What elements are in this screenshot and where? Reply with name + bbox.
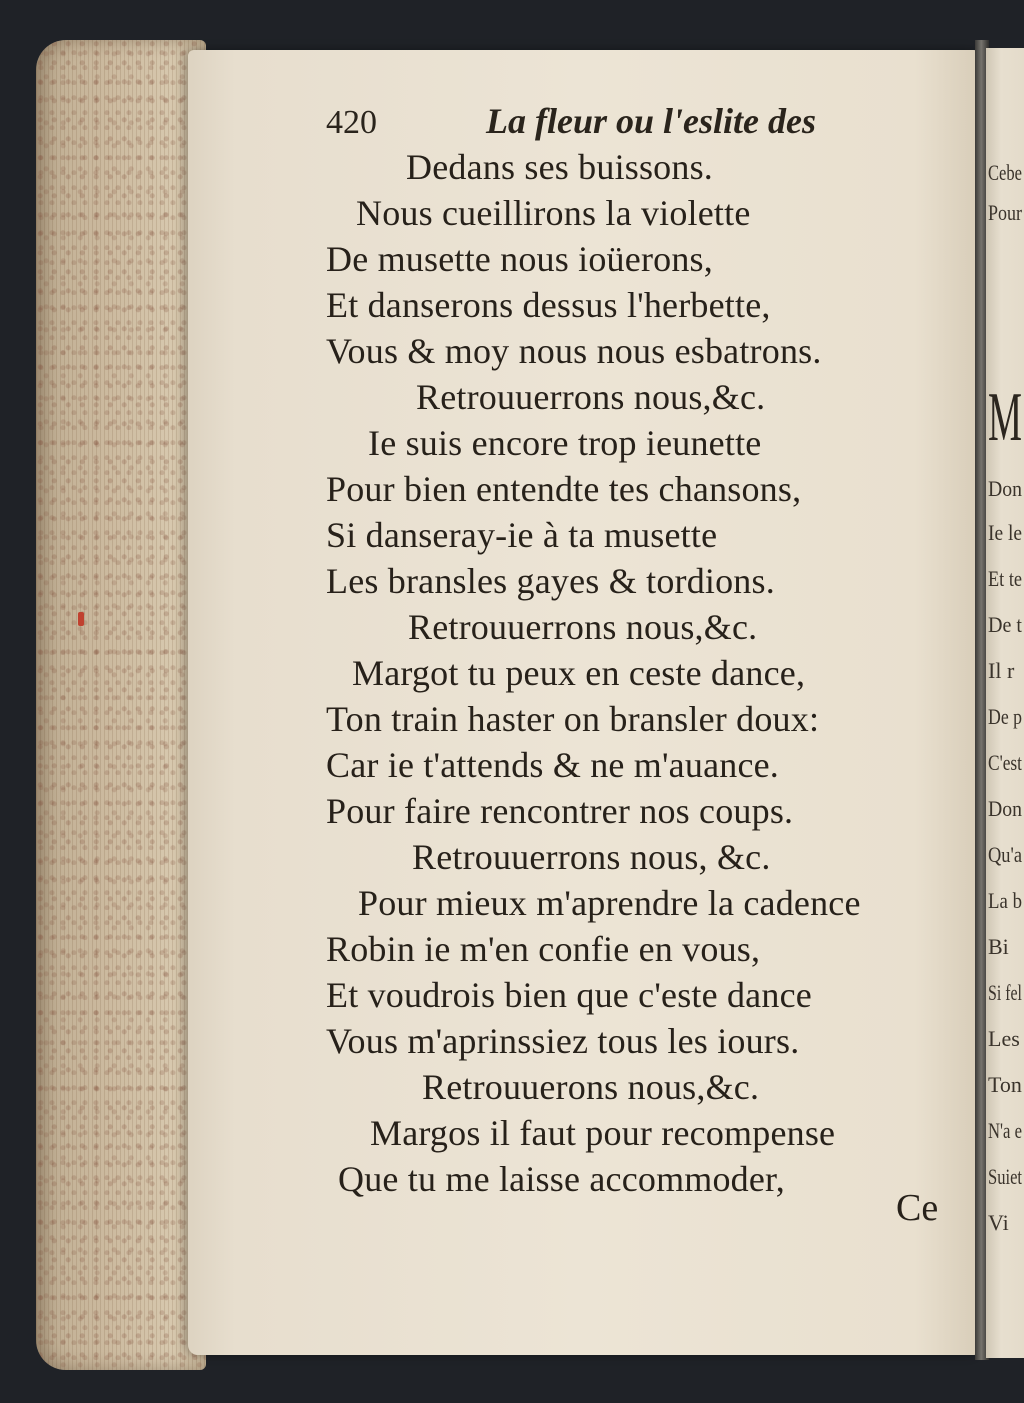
next-page-line: Qu'a — [988, 842, 1023, 867]
verse-line: Vous m'aprinssiez tous les iours. — [326, 1021, 800, 1061]
verse-line: Vous & moy nous nous esbatrons. — [326, 331, 822, 371]
next-page-line: Vi — [988, 1210, 1009, 1235]
next-page-line: C'est — [988, 750, 1022, 775]
refrain-line: Retrouuerrons nous, &c. — [412, 837, 771, 877]
next-page-line: Don — [988, 796, 1022, 821]
catchword: Ce — [896, 1187, 939, 1229]
refrain-line: Retrouuerrons nous,&c. — [416, 377, 766, 417]
next-page-line: Il r — [988, 658, 1015, 683]
verse-line: Que tu me laisse accommoder, — [338, 1159, 786, 1199]
next-page-line: N'a e — [988, 1118, 1022, 1143]
next-page-line: Ie le — [988, 520, 1023, 545]
next-page-line: Pour — [988, 200, 1022, 225]
verse-line: Margot tu peux en ceste dance, — [352, 653, 806, 693]
page-number: 420 — [326, 104, 377, 141]
verse-line: Nous cueillirons la violette — [356, 193, 751, 233]
refrain-line: Retrouuerrons nous,&c. — [408, 607, 758, 647]
next-page-line: La b — [988, 888, 1022, 913]
next-page-line: De t — [988, 612, 1022, 637]
verse-line: Et danserons dessus l'herbette, — [326, 285, 771, 325]
verse-line: Si danseray-ie à ta musette — [326, 515, 718, 555]
next-page-line: De p — [988, 704, 1023, 729]
next-page-line: Les — [988, 1026, 1020, 1051]
next-page-line: Si fel — [988, 980, 1022, 1005]
next-page-line: Bi — [988, 934, 1009, 959]
next-page-line: Ton — [988, 1072, 1022, 1097]
verse-line: Pour mieux m'aprendre la cadence — [358, 883, 861, 923]
verse-line: De musette nous ioüerons, — [326, 239, 713, 279]
foxing-texture — [36, 40, 206, 1370]
next-page-line: Suiet — [988, 1164, 1023, 1189]
next-page-line: Cebe — [988, 160, 1022, 185]
red-ink-mark — [78, 612, 84, 626]
verse-line: Margos il faut pour recompense — [370, 1113, 836, 1153]
verse-line: Dedans ses buissons. — [406, 147, 713, 187]
book-page-edge — [36, 40, 206, 1370]
verse-line: Pour bien entendte tes chansons, — [326, 469, 802, 509]
verse-line: Et voudrois bien que c'este dance — [326, 975, 812, 1015]
verse-line: Ie suis encore trop ieunette — [368, 423, 762, 463]
verse-line: Car ie t'attends & ne m'auance. — [326, 745, 780, 785]
verse-line: Pour faire rencontrer nos coups. — [326, 791, 794, 831]
verse-line: Robin ie m'en confie en vous, — [326, 929, 761, 969]
verse-line: Ton train haster on bransler doux: — [326, 699, 820, 739]
next-page-initial: M — [988, 379, 1022, 456]
next-page-line: Et te — [988, 566, 1023, 591]
running-title: La fleur ou l'eslite des — [486, 101, 816, 141]
refrain-line: Retrouuerons nous,&c. — [422, 1067, 760, 1107]
next-page-line: Don — [988, 476, 1022, 501]
right-page-fragment — [986, 48, 1024, 1358]
verse-line: Les bransles gayes & tordions. — [326, 561, 775, 601]
